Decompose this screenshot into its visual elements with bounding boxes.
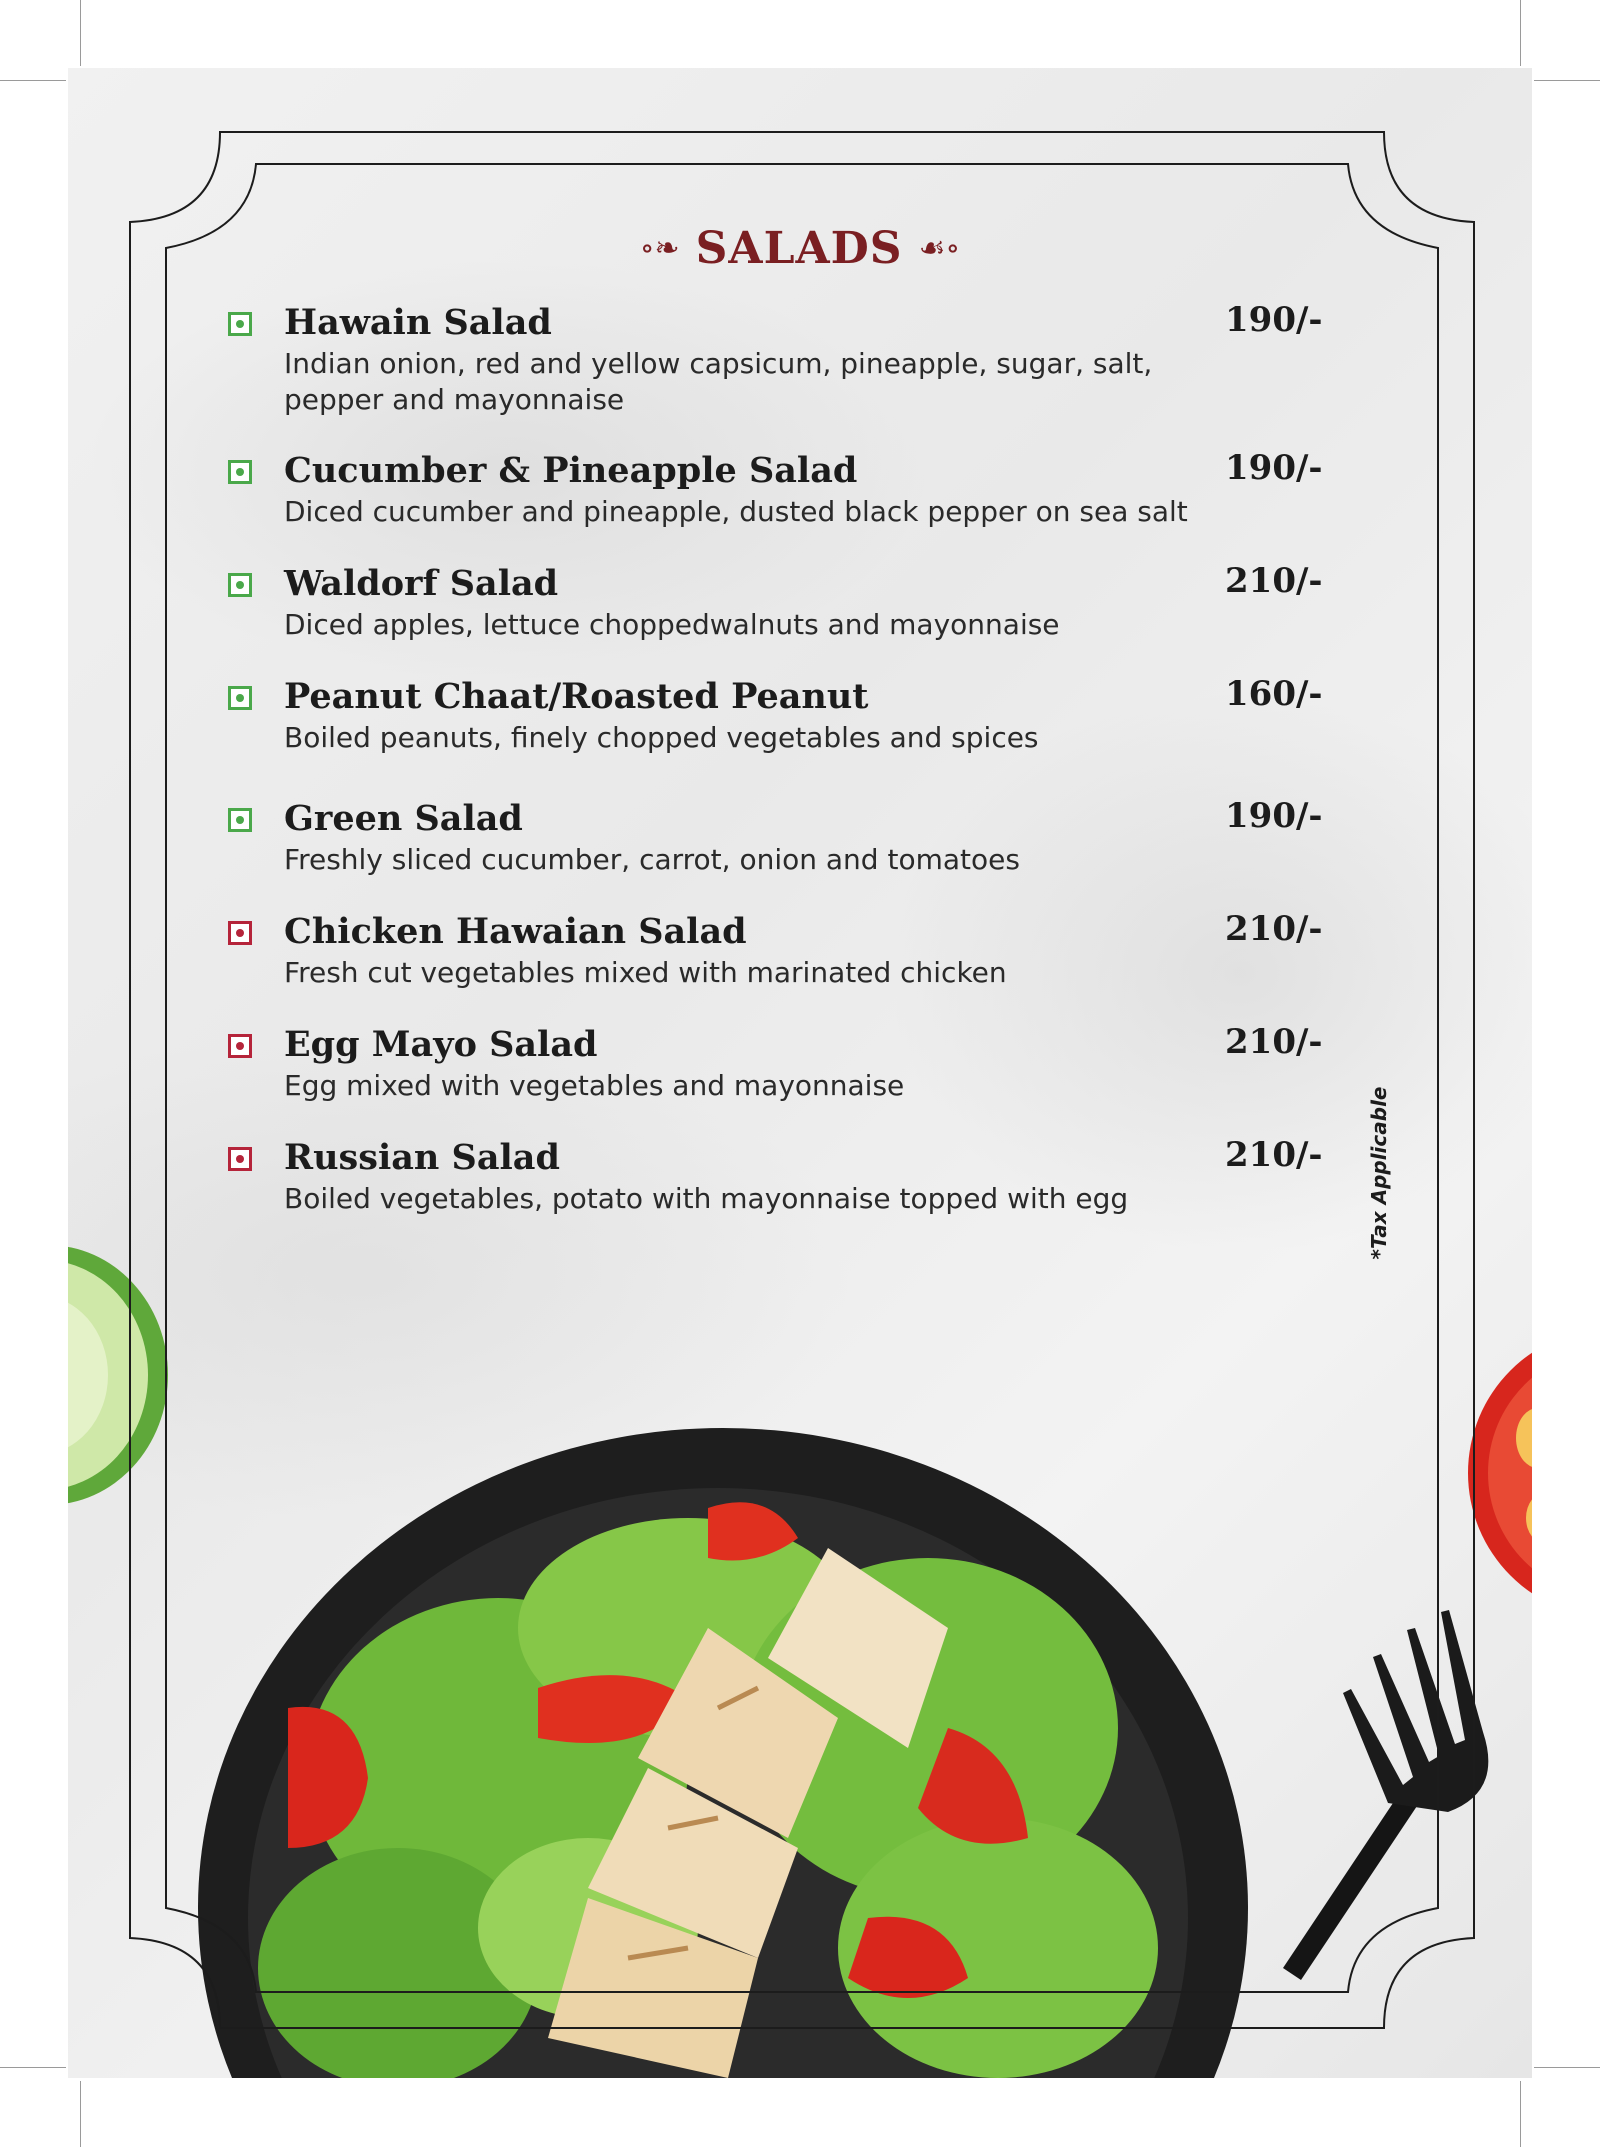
item-name: Peanut Chaat/Roasted Peanut: [284, 676, 869, 717]
item-description: Diced cucumber and pineapple, dusted black pepper on sea salt: [284, 495, 1188, 528]
crop-mark: [0, 2067, 66, 2068]
crop-mark: [80, 0, 81, 66]
non-veg-indicator-icon: [228, 921, 252, 945]
crop-mark: [1534, 2067, 1600, 2068]
left-flourish-icon: ∘❧: [639, 230, 680, 266]
section-header: [68, 208, 1532, 288]
item-price: 210/-: [1225, 561, 1323, 601]
crop-mark: [1520, 0, 1521, 66]
item-description: Indian onion, red and yellow capsicum, pineapple, sugar, salt, pepper and mayonnaise: [284, 347, 1153, 416]
crop-mark: [0, 80, 66, 81]
item-name: Cucumber & Pineapple Salad: [284, 450, 858, 491]
veg-indicator-icon: [228, 686, 252, 710]
right-flourish-icon: ☙∘: [918, 230, 961, 266]
item-description: Egg mixed with vegetables and mayonnaise: [284, 1069, 905, 1102]
item-name: Russian Salad: [284, 1137, 560, 1178]
item-name: Waldorf Salad: [284, 563, 559, 604]
item-description: Diced apples, lettuce choppedwalnuts and mayonnaise: [284, 608, 1060, 641]
item-price: 190/-: [1225, 300, 1323, 340]
item-price: 210/-: [1225, 1135, 1323, 1175]
veg-indicator-icon: [228, 460, 252, 484]
crop-mark: [1520, 2081, 1521, 2147]
crop-mark: [80, 2081, 81, 2147]
section-title: SALADS: [695, 222, 903, 274]
veg-indicator-icon: [228, 573, 252, 597]
item-price: 210/-: [1225, 1022, 1323, 1062]
veg-indicator-icon: [228, 312, 252, 336]
item-price: 190/-: [1225, 448, 1323, 488]
non-veg-indicator-icon: [228, 1034, 252, 1058]
item-price: 190/-: [1225, 796, 1323, 836]
item-description: Boiled peanuts, finely chopped vegetables and spices: [284, 721, 1039, 754]
item-description: Freshly sliced cucumber, carrot, onion and tomatoes: [284, 843, 1020, 876]
menu-page: [68, 68, 1532, 2078]
item-name: Green Salad: [284, 798, 523, 839]
item-name: Chicken Hawaian Salad: [284, 911, 747, 952]
item-price: 160/-: [1225, 674, 1323, 714]
item-name: Hawain Salad: [284, 302, 552, 343]
item-description: Boiled vegetables, potato with mayonnaise topped with egg: [284, 1182, 1129, 1215]
item-description: Fresh cut vegetables mixed with marinated chicken: [284, 956, 1007, 989]
item-name: Egg Mayo Salad: [284, 1024, 598, 1065]
veg-indicator-icon: [228, 808, 252, 832]
item-price: 210/-: [1225, 909, 1323, 949]
non-veg-indicator-icon: [228, 1147, 252, 1171]
tax-note-text: *Tax Applicable: [1367, 1086, 1391, 1260]
crop-mark: [1534, 80, 1600, 81]
